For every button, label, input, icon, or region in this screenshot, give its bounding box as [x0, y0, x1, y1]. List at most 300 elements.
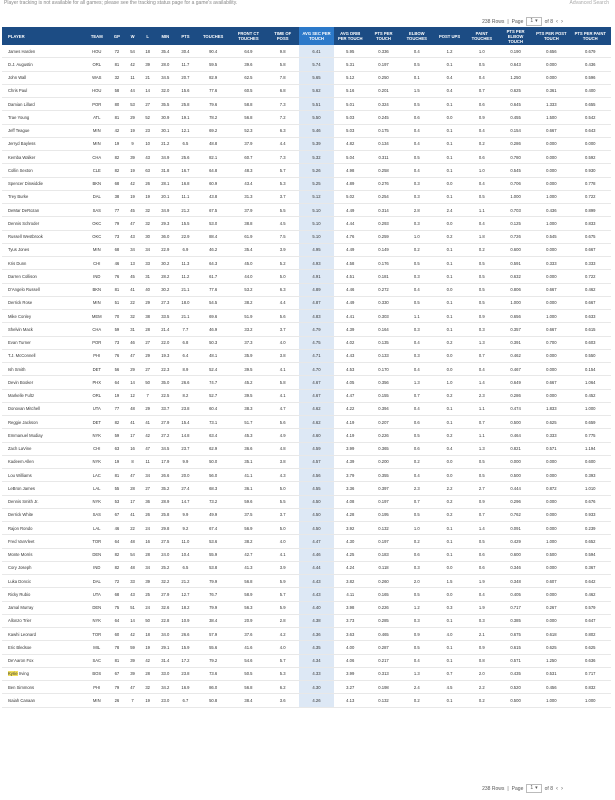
table-cell: 0.1: [433, 137, 465, 150]
table-cell: 0.667: [533, 124, 569, 137]
table-cell: 4.50: [299, 495, 333, 508]
team-link[interactable]: NYK: [85, 614, 109, 627]
team-link[interactable]: POR: [85, 98, 109, 111]
column-header[interactable]: GP: [109, 27, 125, 45]
team-link[interactable]: SAC: [85, 654, 109, 667]
table-cell: 46.2: [196, 243, 231, 256]
table-cell: 0.1: [433, 124, 465, 137]
team-link[interactable]: LAL: [85, 522, 109, 535]
column-header[interactable]: PLAYER: [2, 27, 85, 45]
table-cell: 0.778: [570, 177, 612, 190]
player-name-link[interactable]: Derrick White: [2, 508, 85, 521]
team-link[interactable]: PHX: [85, 376, 109, 389]
table-cell: 0.000: [533, 588, 569, 601]
table-cell: 4.35: [299, 641, 333, 654]
table-cell: 31: [125, 323, 140, 336]
player-name-link[interactable]: Isaiah Canaan: [2, 694, 85, 707]
table-cell: 1.000: [533, 535, 569, 548]
column-header[interactable]: MIN: [155, 27, 175, 45]
table-cell: 1.3: [400, 667, 433, 680]
team-link[interactable]: MIN: [85, 243, 109, 256]
table-cell: 9.8: [266, 45, 299, 58]
table-cell: 55.9: [196, 548, 231, 561]
table-cell: 0.333: [533, 429, 569, 442]
table-cell: 33: [125, 575, 140, 588]
team-link[interactable]: CHA: [85, 323, 109, 336]
table-cell: 50.0: [196, 455, 231, 468]
table-cell: 0.500: [498, 469, 533, 482]
player-name-link[interactable]: Kawhi Leonard: [2, 628, 85, 641]
team-link[interactable]: UTA: [85, 402, 109, 415]
column-header[interactable]: PTS PER PAINT TOUCH: [570, 27, 612, 45]
table-cell: 8.2: [175, 389, 195, 402]
table-cell: 75: [109, 601, 125, 614]
player-name-link[interactable]: Kris Dunn: [2, 257, 85, 270]
table-cell: 26.6: [155, 469, 175, 482]
team-link[interactable]: DAL: [85, 575, 109, 588]
team-link[interactable]: BOS: [85, 667, 109, 680]
table-cell: 50.5: [231, 667, 266, 680]
table-cell: 0.5: [466, 270, 498, 283]
table-cell: 1.010: [570, 482, 612, 495]
table-cell: 6.5: [175, 561, 195, 574]
table-cell: 0.465: [367, 628, 400, 641]
player-name-link[interactable]: Ben Simmons: [2, 681, 85, 694]
chevron-down-icon: ▾: [535, 18, 538, 24]
table-cell: 4.34: [299, 654, 333, 667]
player-name-link[interactable]: Donovan Mitchell: [2, 402, 85, 415]
table-cell: 0.000: [533, 561, 569, 574]
table-cell: 0.200: [367, 455, 400, 468]
column-header[interactable]: TOUCHES: [196, 27, 231, 45]
team-link[interactable]: BKN: [85, 177, 109, 190]
table-cell: 0.3: [400, 217, 433, 230]
table-cell: 0.615: [498, 641, 533, 654]
table-cell: 4.47: [299, 535, 333, 548]
team-link[interactable]: OKC: [85, 217, 109, 230]
table-cell: 0.3: [400, 323, 433, 336]
table-cell: 55: [109, 482, 125, 495]
table-cell: 0.571: [498, 654, 533, 667]
table-cell: 34: [140, 561, 155, 574]
table-cell: 1.333: [533, 98, 569, 111]
player-name-link[interactable]: De'Aaron Fox: [2, 654, 85, 667]
table-cell: 38.8: [231, 217, 266, 230]
team-link[interactable]: WAS: [85, 71, 109, 84]
table-cell: 0.286: [498, 389, 533, 402]
table-cell: 19: [125, 164, 140, 177]
table-row: [2, 257, 611, 270]
page-select[interactable]: 1 ▾: [526, 784, 541, 793]
team-link[interactable]: POR: [85, 336, 109, 349]
column-header[interactable]: TEAM: [85, 27, 109, 45]
table-cell: 1.3: [466, 442, 498, 455]
table-cell: 5.03: [334, 111, 367, 124]
table-cell: 3.99: [334, 442, 367, 455]
table-cell: 0.667: [533, 323, 569, 336]
prev-page-icon[interactable]: ‹: [556, 18, 558, 25]
table-cell: 0.642: [570, 575, 612, 588]
table-cell: 41.6: [231, 641, 266, 654]
team-link[interactable]: BKN: [85, 283, 109, 296]
table-header: [2, 27, 611, 45]
team-link[interactable]: PHI: [85, 349, 109, 362]
table-cell: 0.899: [570, 204, 612, 217]
player-name-link[interactable]: D'Angelo Russell: [2, 283, 85, 296]
page-select[interactable]: 1 ▾: [526, 17, 541, 26]
table-cell: 0.000: [533, 296, 569, 309]
player-name-link[interactable]: Derrick Rose: [2, 296, 85, 309]
player-name-link[interactable]: Kemba Walker: [2, 151, 85, 164]
table-cell: 38.4: [196, 614, 231, 627]
player-name-link[interactable]: Dennis Schroder: [2, 217, 85, 230]
table-cell: 25: [140, 588, 155, 601]
table-cell: 4.5: [433, 681, 465, 694]
table-cell: 5.6: [266, 310, 299, 323]
table-cell: 59.6: [231, 495, 266, 508]
table-cell: 0.1: [433, 522, 465, 535]
table-cell: 0.091: [498, 522, 533, 535]
table-cell: 4.39: [334, 455, 367, 468]
table-cell: 7.5: [266, 230, 299, 243]
table-cell: 0.000: [533, 270, 569, 283]
team-link[interactable]: SAS: [85, 204, 109, 217]
team-link[interactable]: LAC: [85, 469, 109, 482]
advanced-search-link[interactable]: Advanced Search: [569, 0, 609, 6]
table-cell: 51: [125, 601, 140, 614]
player-name-link[interactable]: Kadeem Allen: [2, 455, 85, 468]
table-cell: 4.7: [266, 402, 299, 415]
rows-count: 238 Rows: [482, 785, 505, 792]
team-link[interactable]: HOU: [85, 45, 109, 58]
table-cell: 0.2: [400, 243, 433, 256]
table-cell: 0.7: [466, 84, 498, 97]
player-name-link[interactable]: Mike Conley: [2, 310, 85, 323]
table-cell: 4.44: [299, 561, 333, 574]
table-cell: 81: [109, 469, 125, 482]
player-name-link[interactable]: Markelle Fultz: [2, 389, 85, 402]
table-cell: 28.1: [155, 177, 175, 190]
team-link[interactable]: MIL: [85, 641, 109, 654]
player-name-link[interactable]: Jamal Murray: [2, 601, 85, 614]
team-link[interactable]: NYK: [85, 455, 109, 468]
table-cell: 0.361: [533, 84, 569, 97]
table-cell: 4.75: [299, 336, 333, 349]
table-cell: 5.5: [266, 495, 299, 508]
table-cell: 0.0: [433, 469, 465, 482]
table-cell: 5.01: [334, 98, 367, 111]
rows-count: 238 Rows: [482, 18, 505, 25]
column-header[interactable]: W: [125, 27, 140, 45]
player-name-link[interactable]: Zach LaVine: [2, 442, 85, 455]
table-cell: 0.0: [433, 455, 465, 468]
table-cell: 34: [140, 469, 155, 482]
column-header[interactable]: PTS PER TOUCH: [367, 27, 400, 45]
column-header[interactable]: AVG SEC PER TOUCH: [299, 27, 333, 45]
table-cell: 0.703: [498, 204, 533, 217]
table-cell: 0.336: [367, 45, 400, 58]
table-cell: 3.8: [266, 349, 299, 362]
table-cell: 0.6: [400, 548, 433, 561]
table-cell: 4.40: [299, 601, 333, 614]
player-name-link[interactable]: T.J. McConnell: [2, 349, 85, 362]
team-link[interactable]: OKC: [85, 230, 109, 243]
team-link[interactable]: DEN: [85, 548, 109, 561]
team-link[interactable]: NYK: [85, 495, 109, 508]
player-name-link[interactable]: Emmanuel Mudiay: [2, 429, 85, 442]
player-name-link[interactable]: Damian Lillard: [2, 98, 85, 111]
team-link[interactable]: DET: [85, 363, 109, 376]
table-cell: 0.636: [570, 654, 612, 667]
table-cell: 0.462: [570, 588, 612, 601]
column-header[interactable]: PAINT TOUCHES: [466, 27, 498, 45]
table-cell: 18: [140, 628, 155, 641]
table-cell: 72: [109, 575, 125, 588]
team-link[interactable]: CLE: [85, 164, 109, 177]
table-cell: 34.9: [155, 204, 175, 217]
table-cell: 26.6: [175, 628, 195, 641]
player-name-link[interactable]: Trey Burke: [2, 190, 85, 203]
table-cell: 2.8: [266, 614, 299, 627]
team-link[interactable]: MIN: [85, 694, 109, 707]
table-cell: 25.6: [175, 151, 195, 164]
table-cell: 0.1: [433, 641, 465, 654]
table-cell: 42: [125, 177, 140, 190]
column-header[interactable]: PTS PER ELBOW TOUCH: [498, 27, 533, 45]
table-cell: 14: [125, 614, 140, 627]
team-link[interactable]: IND: [85, 561, 109, 574]
team-link[interactable]: CHA: [85, 151, 109, 164]
table-cell: 4.58: [334, 257, 367, 270]
team-link[interactable]: IND: [85, 270, 109, 283]
table-cell: 41.3: [231, 561, 266, 574]
player-name-link[interactable]: Spencer Dinwiddie: [2, 177, 85, 190]
table-cell: 0.4: [400, 45, 433, 58]
table-cell: 0.2: [400, 535, 433, 548]
player-name-link[interactable]: Cory Joseph: [2, 561, 85, 574]
team-link[interactable]: SAS: [85, 508, 109, 521]
player-name-link[interactable]: Reggie Jackson: [2, 416, 85, 429]
table-cell: 6.7: [175, 694, 195, 707]
table-cell: 33: [140, 257, 155, 270]
table-cell: 1.1: [466, 429, 498, 442]
table-cell: 64: [109, 535, 125, 548]
team-link[interactable]: CHI: [85, 257, 109, 270]
table-cell: 0.2: [433, 508, 465, 521]
team-link[interactable]: CHI: [85, 442, 109, 455]
player-name-link[interactable]: Kyrie Irving: [2, 667, 85, 680]
table-cell: 0.600: [498, 548, 533, 561]
team-link[interactable]: HOU: [85, 84, 109, 97]
table-cell: 59: [109, 323, 125, 336]
team-link[interactable]: ATL: [85, 111, 109, 124]
table-cell: 79.9: [196, 575, 231, 588]
table-cell: 56.8: [231, 681, 266, 694]
table-cell: 40: [140, 283, 155, 296]
column-header[interactable]: POST UPS: [433, 27, 465, 45]
table-cell: 10.4: [175, 548, 195, 561]
table-cell: 0.4: [400, 283, 433, 296]
table-cell: 5.39: [299, 137, 333, 150]
table-cell: 34: [125, 243, 140, 256]
table-cell: 4.1: [266, 363, 299, 376]
column-header[interactable]: PTS PER POST TOUCH: [533, 27, 569, 45]
player-name-link[interactable]: LeBron James: [2, 482, 85, 495]
column-header[interactable]: L: [140, 27, 155, 45]
team-link[interactable]: NYK: [85, 429, 109, 442]
table-cell: 30: [140, 230, 155, 243]
table-cell: 32: [140, 217, 155, 230]
player-name-link[interactable]: Russell Westbrook: [2, 230, 85, 243]
table-cell: 4.71: [299, 349, 333, 362]
team-link[interactable]: LAL: [85, 482, 109, 495]
table-cell: 4.06: [334, 654, 367, 667]
table-cell: 0.500: [498, 694, 533, 707]
table-cell: 43.8: [196, 190, 231, 203]
player-name-link[interactable]: DeMar DeRozan: [2, 204, 85, 217]
team-link[interactable]: TOR: [85, 628, 109, 641]
table-cell: 28.9: [155, 495, 175, 508]
table-cell: 0.444: [498, 482, 533, 495]
team-link[interactable]: DEN: [85, 601, 109, 614]
column-header[interactable]: AVG DRIB PER TOUCH: [334, 27, 367, 45]
player-name-link[interactable]: Rajon Rondo: [2, 522, 85, 535]
table-cell: 19: [109, 389, 125, 402]
table-cell: 5.7: [266, 164, 299, 177]
table-cell: 0.762: [498, 508, 533, 521]
table-cell: 0.195: [367, 508, 400, 521]
table-cell: 39.6: [231, 58, 266, 71]
player-name-link[interactable]: Jerryd Bayless: [2, 137, 85, 150]
table-cell: 2.0: [400, 575, 433, 588]
table-cell: 0.592: [570, 151, 612, 164]
table-cell: 0.5: [466, 283, 498, 296]
table-cell: 4.51: [334, 270, 367, 283]
player-name-link[interactable]: Tyus Jones: [2, 243, 85, 256]
table-cell: 0.293: [367, 217, 400, 230]
table-cell: 5.46: [299, 124, 333, 137]
table-cell: 4.62: [299, 402, 333, 415]
player-name-link[interactable]: Evan Turner: [2, 336, 85, 349]
table-cell: 62.5: [231, 71, 266, 84]
table-cell: 5.8: [266, 58, 299, 71]
player-name-link[interactable]: Shelvin Mack: [2, 323, 85, 336]
table-cell: 79: [109, 217, 125, 230]
table-row: [2, 469, 611, 482]
table-cell: 0.357: [498, 323, 533, 336]
table-cell: 5.10: [299, 204, 333, 217]
team-link[interactable]: UTA: [85, 588, 109, 601]
player-name-link[interactable]: Ricky Rubio: [2, 588, 85, 601]
table-cell: 48: [125, 402, 140, 415]
column-header[interactable]: PTS: [175, 27, 195, 45]
prev-page-icon[interactable]: ‹: [556, 785, 558, 792]
team-link[interactable]: PHI: [85, 681, 109, 694]
table-cell: 43: [140, 151, 155, 164]
column-header[interactable]: ELBOW TOUCHES: [400, 27, 433, 45]
table-cell: 46: [109, 522, 125, 535]
table-cell: 28.2: [155, 270, 175, 283]
table-cell: 21.4: [155, 323, 175, 336]
table-cell: 81: [109, 58, 125, 71]
player-name-link[interactable]: Chris Paul: [2, 84, 85, 97]
table-cell: 4.02: [334, 336, 367, 349]
player-name-link[interactable]: Dennis Smith Jr.: [2, 495, 85, 508]
table-cell: 0.4: [466, 124, 498, 137]
table-cell: 0.625: [570, 641, 612, 654]
player-name-link[interactable]: James Harden: [2, 45, 85, 58]
team-link[interactable]: ORL: [85, 58, 109, 71]
table-cell: 4.00: [334, 641, 367, 654]
player-name-link[interactable]: Devin Booker: [2, 376, 85, 389]
table-cell: 37.5: [231, 508, 266, 521]
player-name-link[interactable]: Eric Bledsoe: [2, 641, 85, 654]
table-cell: 0.0: [433, 363, 465, 376]
player-name-link[interactable]: Collin Sexton: [2, 164, 85, 177]
table-cell: 0.000: [533, 243, 569, 256]
player-name-link[interactable]: Darren Collison: [2, 270, 85, 283]
table-cell: 0.596: [570, 71, 612, 84]
player-name-link[interactable]: Ish Smith: [2, 363, 85, 376]
team-link[interactable]: MIN: [85, 124, 109, 137]
player-name-link[interactable]: John Wall: [2, 71, 85, 84]
team-link[interactable]: ORL: [85, 389, 109, 402]
next-page-icon[interactable]: ›: [561, 18, 563, 25]
table-cell: 4.76: [334, 230, 367, 243]
column-header[interactable]: TIME OF POSS: [266, 27, 299, 45]
table-cell: 17.2: [175, 654, 195, 667]
table-cell: 24.0: [155, 548, 175, 561]
table-cell: 43.4: [231, 177, 266, 190]
player-name-link[interactable]: Lou Williams: [2, 469, 85, 482]
player-name-link[interactable]: Allonzo Trier: [2, 614, 85, 627]
table-cell: 68: [109, 243, 125, 256]
table-cell: 0.5: [466, 469, 498, 482]
table-cell: 4.25: [334, 548, 367, 561]
player-name-link[interactable]: Fred VanVleet: [2, 535, 85, 548]
table-cell: 1.064: [570, 376, 612, 389]
table-cell: 42: [109, 124, 125, 137]
table-cell: 38: [140, 310, 155, 323]
table-cell: 21.2: [175, 204, 195, 217]
table-cell: 0.125: [498, 217, 533, 230]
table-cell: 31.8: [155, 164, 175, 177]
player-name-link[interactable]: D.J. Augustin: [2, 58, 85, 71]
table-cell: 5.16: [334, 84, 367, 97]
table-cell: 38: [109, 190, 125, 203]
column-header[interactable]: FRONT CT TOUCHES: [231, 27, 266, 45]
table-cell: 0.226: [367, 429, 400, 442]
next-page-icon[interactable]: ›: [561, 785, 563, 792]
table-cell: 7.7: [175, 323, 195, 336]
team-link[interactable]: TOR: [85, 535, 109, 548]
team-link[interactable]: MEM: [85, 310, 109, 323]
table-cell: 34.2: [155, 681, 175, 694]
table-cell: 0.429: [498, 535, 533, 548]
player-name-link[interactable]: Monte Morris: [2, 548, 85, 561]
player-name-link[interactable]: Luka Doncic: [2, 575, 85, 588]
team-link[interactable]: MIN: [85, 137, 109, 150]
table-cell: 0.000: [533, 349, 569, 362]
team-link[interactable]: DET: [85, 416, 109, 429]
team-link[interactable]: DAL: [85, 190, 109, 203]
table-cell: 0.500: [498, 416, 533, 429]
player-name-link[interactable]: Jeff Teague: [2, 124, 85, 137]
table-cell: 1.1: [466, 204, 498, 217]
player-name-link[interactable]: Trae Young: [2, 111, 85, 124]
team-link[interactable]: MIN: [85, 296, 109, 309]
table-cell: 0.197: [367, 535, 400, 548]
